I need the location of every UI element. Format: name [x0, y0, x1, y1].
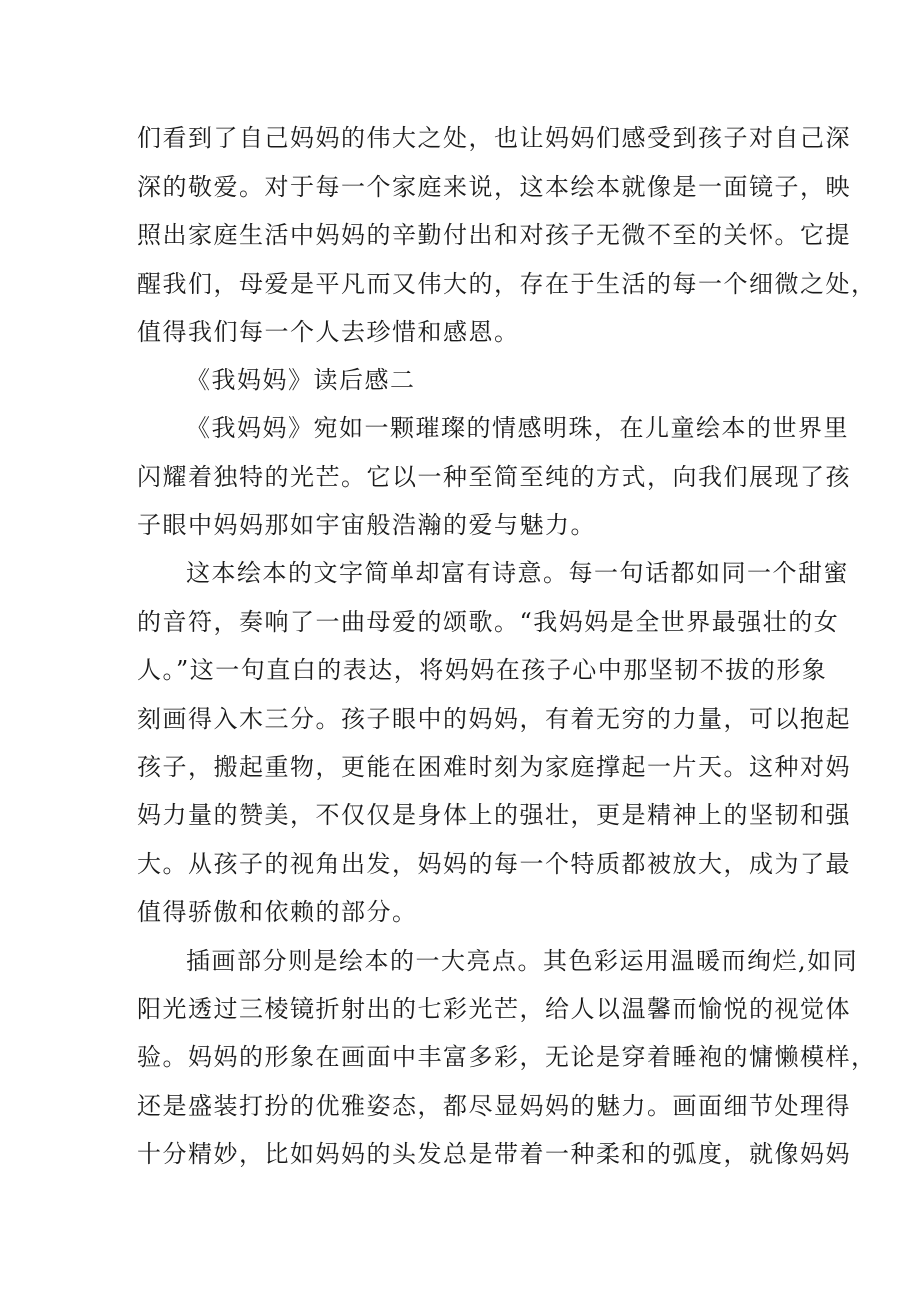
p3-line-2: 的音符，奏响了一曲母爱的颂歌。“我妈妈是全世界最强壮的女 — [137, 608, 840, 636]
p4-line-3: 验。妈妈的形象在画面中丰富多彩，无论是穿着睡袍的慵懒模样， — [137, 1043, 877, 1071]
p1-line-3: 照出家庭生活中妈妈的辛勤付出和对孩子无微不至的关怀。它提 — [137, 221, 851, 249]
section-heading: 《我妈妈》读后感二 — [186, 366, 416, 394]
p3-line-5: 孩子，搬起重物，更能在困难时刻为家庭撑起一片天。这种对妈 — [137, 753, 851, 781]
p1-line-4: 醒我们，母爱是平凡而又伟大的，存在于生活的每一个细微之处， — [137, 270, 877, 298]
p2-line-2: 闪耀着独特的光芒。它以一种至简至纯的方式，向我们展现了孩 — [137, 463, 851, 491]
p3-line-4: 刻画得入木三分。孩子眼中的妈妈，有着无穷的力量，可以抱起 — [137, 705, 851, 733]
p1-line-2: 深的敬爱。对于每一个家庭来说，这本绘本就像是一面镜子，映 — [137, 173, 851, 201]
p3-line-3: 人。”这一句直白的表达，将妈妈在孩子心中那坚韧不拔的形象 — [137, 656, 828, 684]
p2-line-1: 《我妈妈》宛如一颗璀璨的情感明珠，在儿童绘本的世界里 — [186, 414, 849, 442]
p3-line-7: 大。从孩子的视角出发，妈妈的每一个特质都被放大，成为了最 — [137, 850, 851, 878]
p1-line-1: 们看到了自己妈妈的伟大之处，也让妈妈们感受到孩子对自己深 — [137, 124, 851, 152]
p4-line-2: 阳光透过三棱镜折射出的七彩光芒，给人以温馨而愉悦的视觉体 — [137, 995, 851, 1023]
p3-line-6: 妈力量的赞美，不仅仅是身体上的强壮，更是精神上的坚韧和强 — [137, 801, 851, 829]
p3-line-1: 这本绘本的文字简单却富有诗意。每一句话都如同一个甜蜜 — [186, 559, 849, 587]
p1-line-5: 值得我们每一个人去珍惜和感恩。 — [137, 318, 520, 346]
p4-line-1: 插画部分则是绘本的一大亮点。其色彩运用温暖而绚烂,如同 — [186, 947, 859, 975]
p4-line-4: 还是盛装打扮的优雅姿态，都尽显妈妈的魅力。画面细节处理得 — [137, 1092, 851, 1120]
p3-line-8: 值得骄傲和依赖的部分。 — [137, 898, 418, 926]
p4-line-5: 十分精妙，比如妈妈的头发总是带着一种柔和的弧度，就像妈妈 — [137, 1140, 851, 1168]
p2-line-3: 子眼中妈妈那如宇宙般浩瀚的爱与魅力。 — [137, 511, 596, 539]
